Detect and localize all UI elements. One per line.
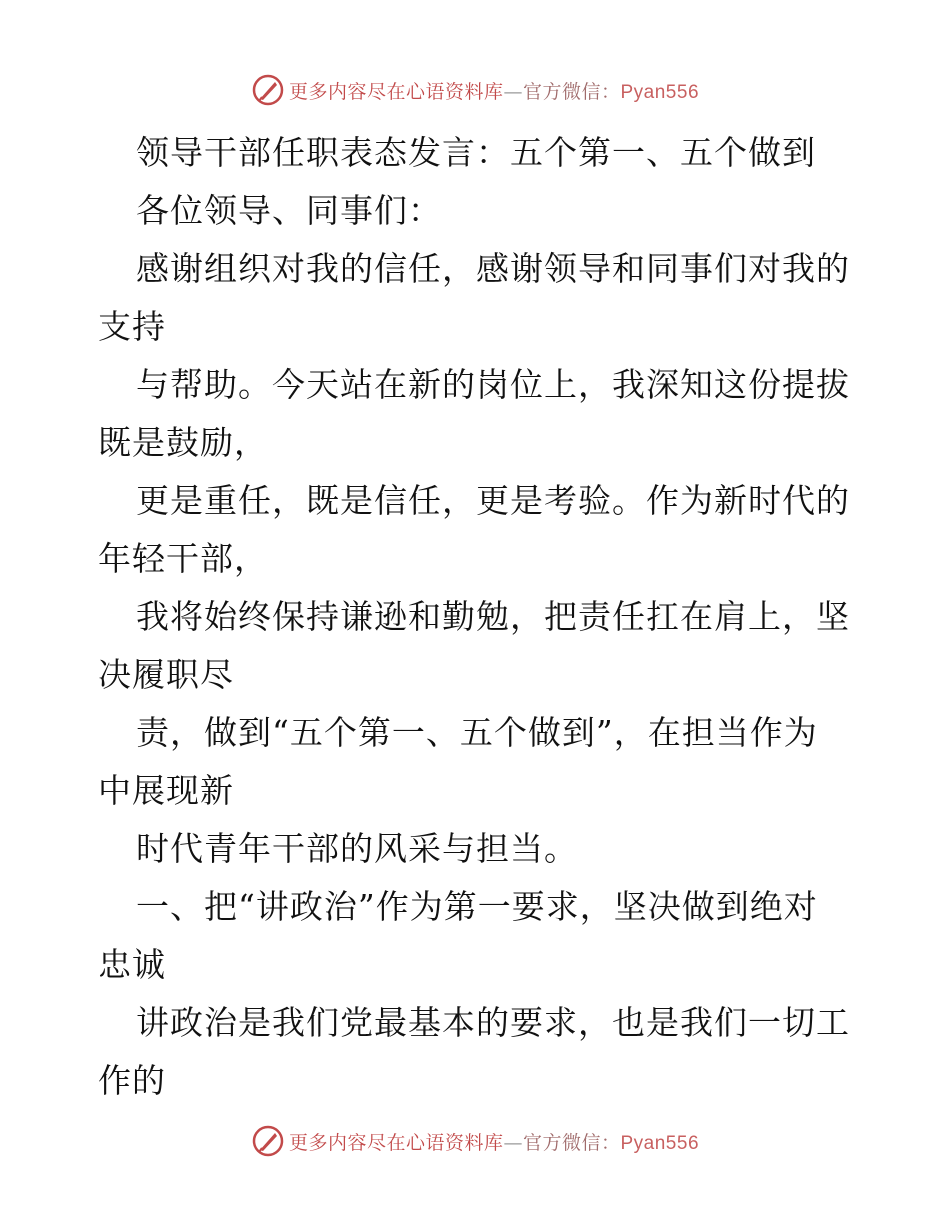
text-line: 讲政治是我们党最基本的要求，也是我们一切工 (136, 1003, 850, 1042)
quill-logo-icon (251, 1124, 285, 1158)
text-line: 作的 (98, 1061, 166, 1100)
footer-banner-text (289, 1128, 699, 1155)
salutation: 各位领导、同事们： (136, 191, 442, 230)
document-body (98, 124, 858, 1110)
footer-watermark-banner (0, 1121, 950, 1161)
footer-site-text: 更多内容尽在心语资料库 (288, 1131, 504, 1154)
header-site-text: 更多内容尽在心语资料库 (288, 80, 504, 103)
header-wechat-account: Pyan556 (620, 81, 700, 103)
text-line: 中展现新 (98, 771, 234, 810)
text-line: 责，做到“五个第一、五个做到”，在担当作为 (136, 713, 818, 752)
text-line: 与帮助。今天站在新的岗位上，我深知这份提拔 (136, 365, 850, 404)
text-line: 感谢组织对我的信任，感谢领导和同事们对我的 (136, 249, 850, 288)
text-line: 我将始终保持谦逊和勤勉，把责任扛在肩上，坚 (136, 597, 850, 636)
text-line: 决履职尽 (98, 655, 234, 694)
header-wechat-label: 官方微信： (522, 80, 621, 103)
footer-separator: — (503, 1131, 523, 1154)
header-separator: — (503, 80, 523, 103)
text-line: 更是重任，既是信任，更是考验。作为新时代的 (136, 481, 850, 520)
quill-logo-icon (251, 73, 285, 107)
text-line: 支持 (98, 307, 166, 346)
footer-wechat-account: Pyan556 (620, 1132, 700, 1154)
section-heading-continued: 忠诚 (98, 945, 166, 984)
section-heading: 一、把“讲政治”作为第一要求，坚决做到绝对 (136, 887, 818, 926)
header-banner-text (289, 77, 699, 104)
text-line: 年轻干部， (98, 539, 268, 578)
document-title: 领导干部任职表态发言：五个第一、五个做到 (136, 133, 816, 172)
footer-wechat-label: 官方微信： (522, 1131, 621, 1154)
text-line: 时代青年干部的风采与担当。 (136, 829, 578, 868)
text-line: 既是鼓励， (98, 423, 268, 462)
header-watermark-banner (0, 70, 950, 110)
